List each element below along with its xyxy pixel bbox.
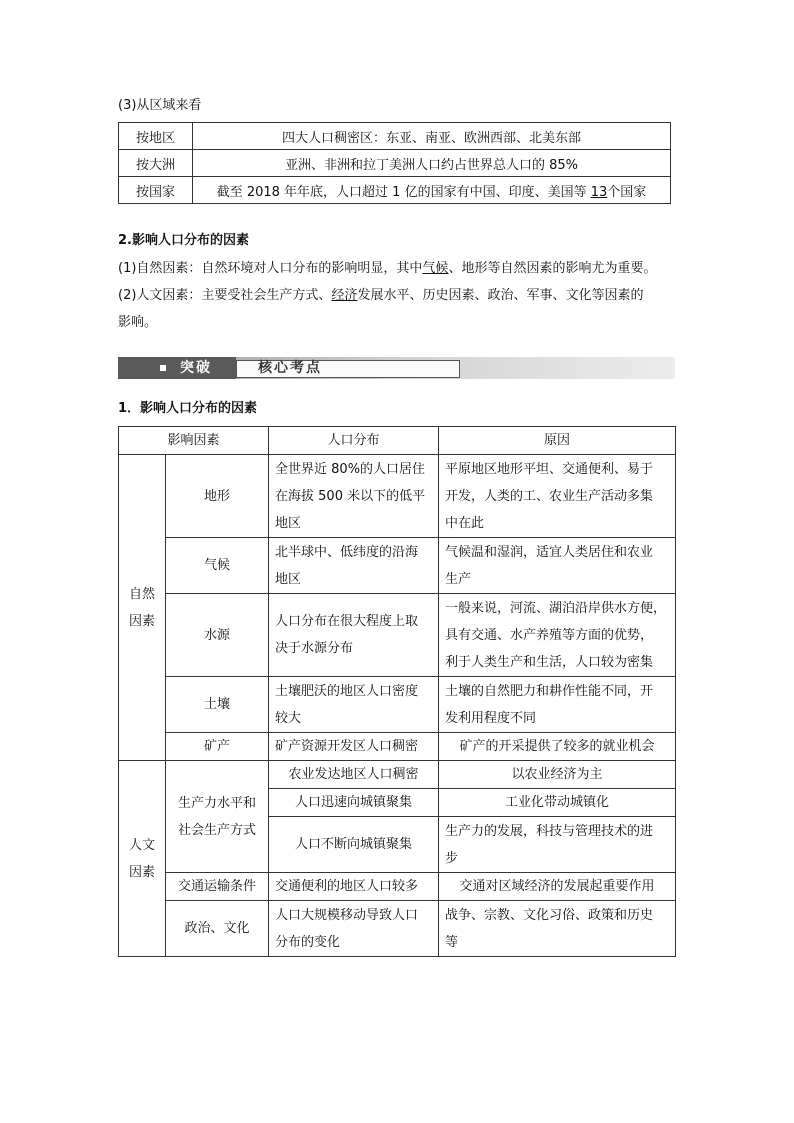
factor-name: 交通运输条件	[166, 873, 269, 901]
factor-name: 矿产	[166, 733, 269, 761]
distribution-cell: 人口迅速向城镇聚集	[269, 789, 439, 817]
banner-label-core: 核心考点	[258, 360, 322, 376]
region-key: 按国家	[119, 177, 193, 204]
factor-name: 地形	[166, 455, 269, 538]
underlined-answer: 经济	[331, 288, 358, 303]
distribution-cell: 人口大规模移动导致人口 分布的变化	[269, 901, 439, 957]
factor-name: 气候	[166, 538, 269, 594]
distribution-cell: 人口分布在很大程度上取 决于水源分布	[269, 594, 439, 677]
table-header-row	[119, 427, 676, 455]
factors-table	[118, 426, 676, 957]
reason-cell: 矿产的开采提供了较多的就业机会	[439, 733, 676, 761]
table-row	[119, 455, 676, 538]
table-row	[119, 177, 671, 204]
distribution-cell: 交通便利的地区人口较多	[269, 873, 439, 901]
table-row	[119, 761, 676, 789]
reason-cell: 生产力的发展，科技与管理技术的进 步	[439, 817, 676, 873]
table-row	[119, 538, 676, 594]
reason-cell: 平原地区地形平坦、交通便利、易于 开发，人类的工、农业生产活动多集 中在此	[439, 455, 676, 538]
reason-cell: 一般来说，河流、湖泊沿岸供水方便， 具有交通、水产养殖等方面的优势， 利于人类生产和生活，人口较为密集	[439, 594, 676, 677]
reason-cell: 交通对区域经济的发展起重要作用	[439, 873, 676, 901]
square-bullet-icon	[160, 365, 166, 371]
header-factor: 影响因素	[119, 427, 269, 455]
reason-cell: 气候温和湿润，适宜人类居住和农业 生产	[439, 538, 676, 594]
region-key: 按地区	[119, 123, 193, 150]
region-value: 四大人口稠密区：东亚、南亚、欧洲西部、北美东部	[193, 123, 671, 150]
factor-name: 土壤	[166, 677, 269, 733]
distribution-cell: 农业发达地区人口稠密	[269, 761, 439, 789]
sub-heading: 1．影响人口分布的因素	[118, 401, 258, 416]
region-heading: (3)从区域来看	[118, 98, 202, 113]
reason-cell: 战争、宗教、文化习俗、政策和历史 等	[439, 901, 676, 957]
table-row	[119, 150, 671, 177]
reason-cell: 工业化带动城镇化	[439, 789, 676, 817]
factor-name: 政治、文化	[166, 901, 269, 957]
table-row	[119, 901, 676, 957]
section-banner	[118, 357, 675, 379]
region-value: 截至 2018 年年底，人口超过 1 亿的国家有中国、印度、美国等 13个国家	[193, 177, 671, 204]
group-human: 人文 因素	[119, 761, 166, 957]
distribution-cell: 北半球中、低纬度的沿海 地区	[269, 538, 439, 594]
section-title: 2.影响人口分布的因素	[118, 233, 249, 248]
factor-name: 生产力水平和 社会生产方式	[166, 761, 269, 873]
paragraph-human-cont: 影响。	[118, 315, 158, 330]
region-value: 亚洲、非洲和拉丁美洲人口约占世界总人口的 85%	[193, 150, 671, 177]
region-table	[118, 122, 671, 204]
header-distribution: 人口分布	[269, 427, 439, 455]
table-row	[119, 677, 676, 733]
table-row	[119, 873, 676, 901]
underlined-answer: 气候	[422, 261, 449, 276]
reason-cell: 土壤的自然肥力和耕作性能不同，开 发利用程度不同	[439, 677, 676, 733]
paragraph-human: (2)人文因素：主要受社会生产方式、经济发展水平、历史因素、政治、军事、文化等因素的	[118, 288, 644, 303]
group-natural: 自然 因素	[119, 455, 166, 761]
header-reason: 原因	[439, 427, 676, 455]
underlined-answer: 13	[590, 184, 608, 200]
table-row	[119, 733, 676, 761]
factor-name: 水源	[166, 594, 269, 677]
reason-cell: 以农业经济为主	[439, 761, 676, 789]
region-key: 按大洲	[119, 150, 193, 177]
distribution-cell: 矿产资源开发区人口稠密	[269, 733, 439, 761]
paragraph-natural: (1)自然因素：自然环境对人口分布的影响明显，其中气候、地形等自然因素的影响尤为重要。	[118, 261, 657, 276]
banner-label-breakthrough: 突破	[180, 360, 212, 376]
table-row	[119, 594, 676, 677]
distribution-cell: 人口不断向城镇聚集	[269, 817, 439, 873]
distribution-cell: 土壤肥沃的地区人口密度 较大	[269, 677, 439, 733]
table-row	[119, 123, 671, 150]
distribution-cell: 全世界近 80%的人口居住 在海拔 500 米以下的低平 地区	[269, 455, 439, 538]
